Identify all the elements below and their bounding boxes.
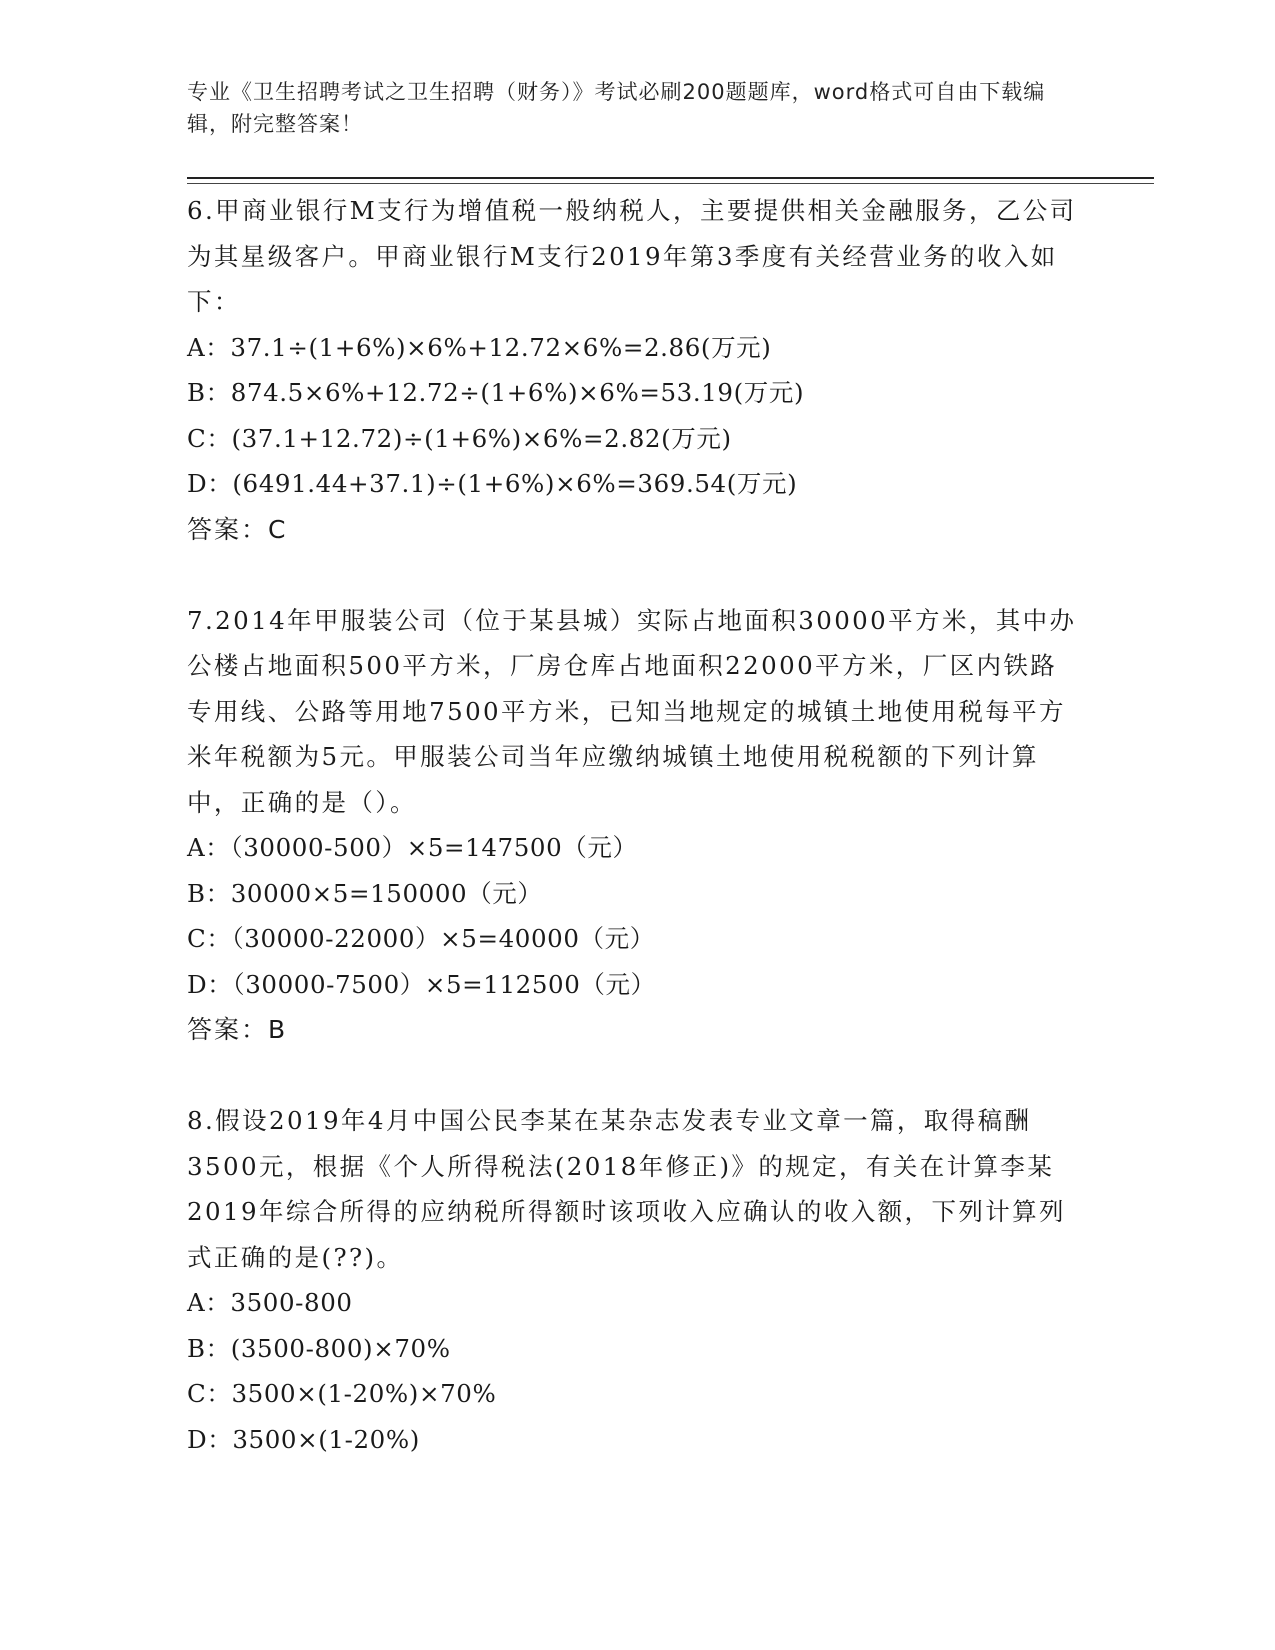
question-list xyxy=(187,188,1077,1462)
option-a: A：（30000-500）×5=147500（元） xyxy=(187,833,638,862)
option-a: A：3500-800 xyxy=(187,1288,353,1317)
option-c: C：(37.1+12.72)÷(1+6%)×6%=2.82(万元) xyxy=(187,423,732,453)
option-d: D：（30000-7500）×5=112500（元） xyxy=(187,969,656,999)
question-spacer xyxy=(187,552,1077,598)
option-c: C：（30000-22000）×5=40000（元） xyxy=(187,924,655,953)
option-d: D：(6491.44+37.1)÷(1+6%)×6%=369.54(万元) xyxy=(187,469,798,498)
question-8 xyxy=(187,1098,1077,1462)
option-c: C：3500×(1-20%)×70% xyxy=(187,1379,497,1408)
question-text: 7.2014年甲服装公司（位于某县城）实际占地面积30000平方米，其中办公楼占地面积500平方米，厂房仓库占地面积22000平方米，厂区内铁路专用线、公路等用地7500平方米，已知当地规定的城镇土地使用税每平方米年税额为5元。甲服装公司当年应缴纳城镇土地使用税税额的下列计算中，正确的是（）。 xyxy=(187,605,1077,817)
question-spacer xyxy=(187,1053,1077,1099)
header-divider-thick xyxy=(187,177,1154,179)
document-header: 专业《卫生招聘考试之卫生招聘（财务）》考试必刷200题题库，word格式可自由下载编辑，附完整答案！ xyxy=(187,80,1046,136)
answer-label: 答案：C xyxy=(187,514,288,544)
header-divider-thin xyxy=(187,183,1154,184)
option-b: B：874.5×6%+12.72÷(1+6%)×6%=53.19(万元) xyxy=(187,378,805,407)
option-b: B：(3500-800)×70% xyxy=(187,1333,451,1363)
option-b: B：30000×5=150000（元） xyxy=(187,878,543,908)
question-6 xyxy=(187,188,1077,552)
answer-label: 答案：B xyxy=(187,1015,288,1044)
option-d: D：3500×(1-20%) xyxy=(187,1424,420,1454)
question-text: 6.甲商业银行M支行为增值税一般纳税人，主要提供相关金融服务，乙公司为其星级客户。甲商业银行M支行2019年第3季度有关经营业务的收入如下： xyxy=(187,196,1077,316)
question-7 xyxy=(187,598,1077,1053)
question-text: 8.假设2019年4月中国公民李某在某杂志发表专业文章一篇，取得稿酬3500元，根据《个人所得税法(2018年修正)》的规定，有关在计算李某2019年综合所得的应纳税所得额时该项收入应确认的收入额，下列计算列式正确的是(??)。 xyxy=(187,1106,1066,1272)
option-a: A：37.1÷(1+6%)×6%+12.72×6%=2.86(万元) xyxy=(187,332,772,362)
